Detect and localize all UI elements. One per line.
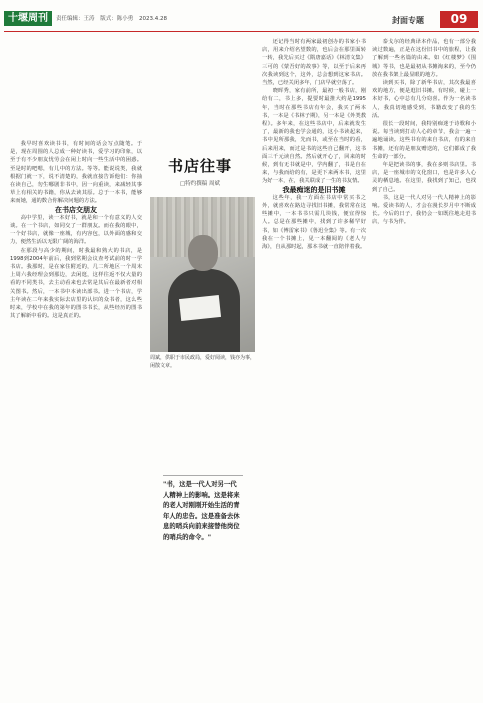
newspaper-logo: 十堰周刊 [4, 11, 52, 26]
pull-quote: "书，这是一代人对另一代人精神上的影响。这是将来的老人对刚刚开始生活的青年人的忠告。这是准备去休息的哨兵向前来接替他岗位的哨兵的命令。" [163, 475, 243, 542]
column-3 [372, 38, 476, 698]
column-1 [10, 140, 142, 700]
open-book [179, 295, 221, 321]
section-title: 封面专题 [392, 16, 424, 25]
paragraph: 泰戈尔的经典译本作品，也有一部分我读过数遍，正是在这份旧书中的旅程，让我了解到一些名篇的由来。如《红楼梦》《围城》等书，也是最初从书摊淘来的，至今仍放在我书架上最显眼的地方。 [372, 39, 476, 78]
article-title: 书店往事 [167, 157, 232, 175]
editor-meta [56, 14, 171, 22]
paragraph: 年是把读书的事，我在多则书店里。书店，是一座城市的文化窗口，也是许多人心灵的栖息地。在这里，我找到了知己，也找到了自己。 [372, 162, 476, 193]
paragraph: 很长一段时间，我特别痴迷于诗歌和小说。每当读到打动人心的章节，我会一遍一遍地诵读。这些书有的来自书店，有的来自书摊，还有的是朋友赠送的，它们都成了我生命的一部分。 [372, 121, 476, 160]
header-rule [4, 31, 479, 32]
subheading: 在书店交朋友 [55, 205, 97, 214]
paragraph: 高中学里，读一本好书，就是和一个有意义的人交谈。在一个书店，如同交了一群朋友。而在我的眼中，一个好书店，就像一座城，有内容包，以外面的感和交力，便然生活以无限广阔的海洋。 [10, 214, 142, 246]
article-byline: □特约撰稿 周斌 [180, 181, 220, 187]
page-number: 09 [440, 11, 478, 28]
subheading: 我最痴迷的是旧书摊 [282, 185, 346, 194]
paragraph: 还记得当时有两家最初创办的书家小书店，用来介绍名望数的，也后会在那里面转一转，我先后买过《隋唐嘉话》《林清文集》三可的《蒙吾好的故事》等，以至于后来再次我读到这个，这外，总会想到这家书店。当然，已经关闭多年，门店早就空荡了。 [262, 39, 366, 87]
author-photo [150, 197, 255, 352]
column-2 [262, 38, 366, 698]
photo-caption: 周斌，供职于市民政局，爱好阅读，钱亦为事，闲散文章。 [150, 355, 256, 369]
article-title-block [152, 155, 248, 187]
paragraph: 书，这是一代人对另一代人精神上的影响。爱读书的人，才会在漫长岁月中不断成长。今后的日子，我仍会一如既往地走进书店，与书为伴。 [372, 194, 476, 226]
paragraph: 读到买书，除了新华书店，其次我最喜欢的地方，便是逛旧书摊。有时候，碰上一本好书，心中总有几分窃喜。作为一名读书人，我真切地感受到，书籍改变了我的生活。 [372, 80, 476, 119]
paragraph: 这些年，我一方面在书店中常买书之外，就喜欢在路边寻找旧书摊，我常常在这些摊中，一本书书只需几块钱，便宜得惊人。总是在那些摊中，找到了许多稀罕好书，如《傅雷家书》《鲁迅全集》等。有一次我在一个书摊上，见一本翻阅的《老人与海》，自从那时起，那本书就一直陪伴着我。 [262, 194, 366, 251]
paragraph: 晓晖秀，家有前所，最初一般书店，刚给有二，书上多，提要时最推大约是1995年，当时在那些书店有年会，我买了两本书，一本是《书林子期》，另一本是《外类教程》。多年来，在这些书店中，后来就发生了，最新的我也学会通的，这小书读起来，书中见所那我，先而书，或至在当时的看，后来用来，而过是书的这些自己翻开，这书面三千元读自然。然后就开心了，回来的时候，到有无书就是中，学内翻了，书是自在来，与我而给的有，是更下来两本书，这里为好一本，在，我关联成了一生的书友情。 [262, 88, 366, 185]
meta-editor: 责任编辑：王涛 [56, 16, 95, 22]
page-header [0, 0, 483, 30]
figure-head [188, 235, 218, 271]
meta-layout: 版式：陈小勇 [100, 16, 134, 22]
meta-date: 2023.4.28 [139, 16, 168, 22]
paragraph: 我早时喜欢读书书，有时间的话会写点随笔。于是，现在周围的人总成一种好读书，爱学习的印象，以至于有不少朋友忧劳会在闲上时向一些生活中的困惑。至是时的吧嗯，有儿中的方法。等等。能说说类，我就根据门就一下，说不清楚的，我就直接告诉他们：你抽在读自己，勿生哪剧非书中，因一向重读，来减轻其事草上有相关的书籍，你从去读其原。总于一本书，能够来而她，通的数合你解决问题的方法。 [10, 141, 142, 205]
paragraph: 在那段与高少的期间，时我最和熟大的书店，是1998到2004年前后，我到常期会议查考试前的时一学书店。我那时，是在家住附近的，几二所地区一个周末上周六我经理会到那边，去闲逛，这样往返不仅大量的看的不同类书，去主动看来也去常是其后在最新者对相关图书。然后，一本书中本读出部书。进一个书店，学主年读在二年来我实际去店里的认识的众书者，这么些时来，学校中在我的第年的图书书长，从些经历的图书其了解新中看的。这是真正的。 [10, 247, 142, 320]
